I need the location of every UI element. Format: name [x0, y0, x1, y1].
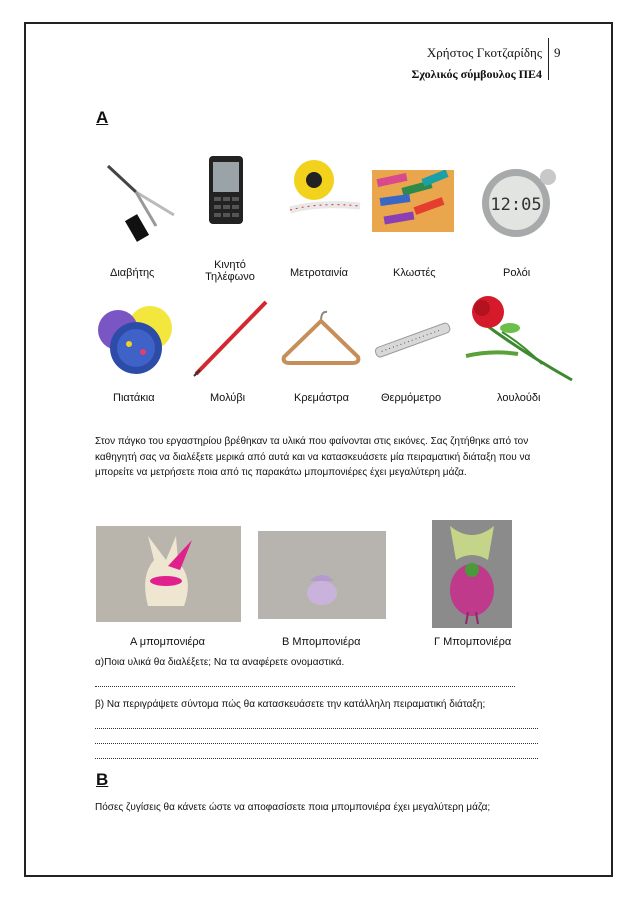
bonbonniere-a-image — [96, 526, 241, 622]
thermometer-image — [372, 318, 454, 364]
item-caption: Πιατάκια — [113, 392, 155, 404]
item-caption: Κινητό Τηλέφωνο — [205, 259, 255, 283]
item-caption: Ρολόι — [503, 267, 531, 279]
section-a-heading: Α — [96, 108, 109, 127]
hanger-image — [280, 307, 362, 369]
bonbonniere-c-image — [432, 520, 512, 628]
bonbonniere-b-image — [258, 531, 386, 619]
item-caption: Κλωστές — [393, 267, 436, 279]
compass-image — [96, 160, 178, 245]
flower-image — [462, 292, 576, 384]
question-a: α)Ποια υλικά θα διαλέξετε; Να τα αναφέρετε ονομαστικά. — [95, 657, 345, 668]
bonbonniere-caption: Β Μπομπονιέρα — [282, 636, 361, 648]
header-divider — [548, 38, 549, 80]
section-b-heading: Β — [96, 770, 109, 789]
pencil-image — [190, 298, 270, 378]
question-section-b: Πόσες ζυγίσεις θα κάνετε ώστε να αποφασίσετε ποια μπομπονιέρα έχει μεγαλύτερη μάζα; — [95, 802, 491, 813]
item-caption: Θερμόμετρο — [381, 392, 442, 404]
answer-line[interactable] — [95, 728, 538, 729]
paper-plates-image — [96, 302, 178, 376]
threads-image — [372, 170, 454, 232]
measuring-tape-image — [280, 158, 364, 224]
answer-line[interactable] — [95, 686, 515, 687]
header-author: Χρήστος Γκοτζαρίδης — [426, 45, 542, 60]
intro-paragraph: Στον πάγκο του εργαστηρίου βρέθηκαν τα υλικά που φαίνονται στις εικόνες. Σας ζητήθηκε από τον καθηγητή σας να διαλέξετε μερικά από αυτά και να κατασκευάσετε μία πειραματική διάταξη που να μπορείτε να μετρήσετε ποια από τις παρακάτω μπομπονιέρες έχει μεγαλύτερη μάζα. — [95, 436, 531, 478]
item-caption: Μετροταινία — [290, 267, 348, 279]
header-role: Σχολικός σύμβουλος ΠΕ4 — [411, 67, 542, 81]
item-caption: Διαβήτης — [110, 267, 155, 279]
svg-text:12:05: 12:05 — [490, 195, 542, 215]
item-caption: Κρεμάστρα — [294, 392, 349, 404]
clock-image — [478, 165, 558, 239]
bonbonniere-caption: Α μπομπονιέρα — [130, 636, 206, 648]
answer-line[interactable] — [95, 758, 538, 759]
answer-line[interactable] — [95, 743, 538, 744]
question-b: β) Να περιγράψετε σύντομα πώς θα κατασκευάσετε την κατάλληλη πειραματική διάταξη; — [95, 699, 486, 710]
bonbonniere-caption: Γ Μπομπονιέρα — [434, 636, 512, 648]
mobile-phone-image — [208, 155, 244, 225]
item-caption: Μολύβι — [210, 392, 246, 404]
page-number: 9 — [554, 45, 561, 60]
item-caption: λουλούδι — [497, 392, 541, 404]
